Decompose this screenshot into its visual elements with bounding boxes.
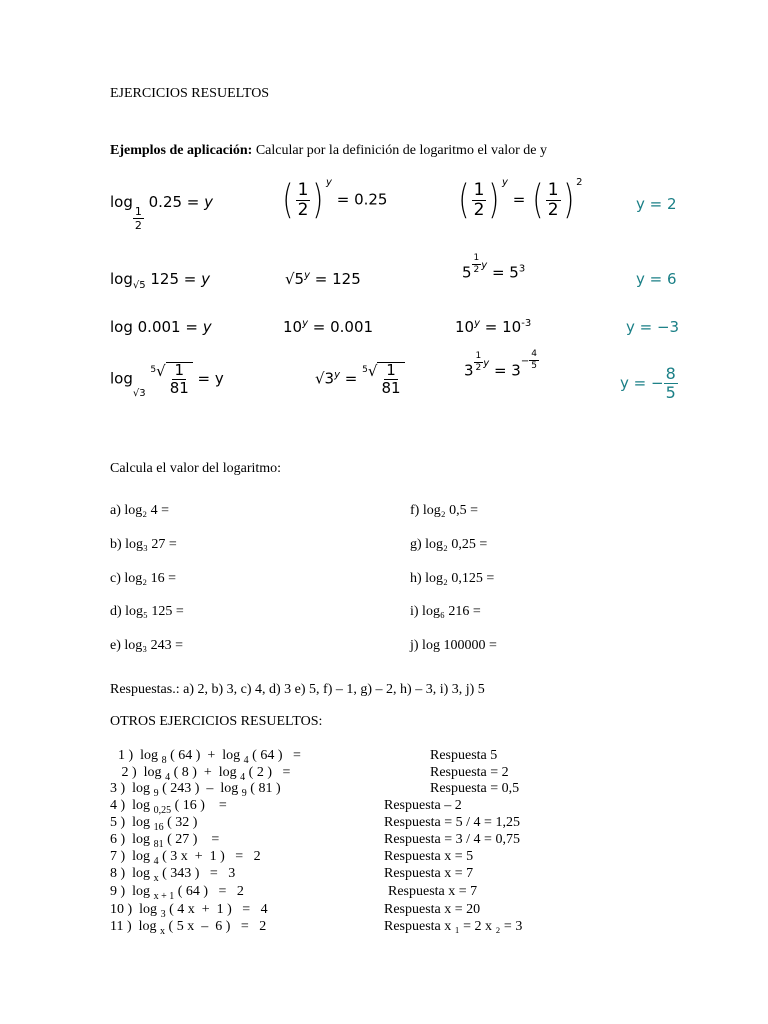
other-9-expr: 9 ) log $_{x + 1}$ ( 64 ) = 2 (110, 884, 244, 902)
exercise-f: f) log₂ 0,5 = (410, 503, 478, 518)
example-3-exp: $10^y = 0.001$ (283, 318, 374, 336)
other-3-expr: 3 ) log $_9$ ( 243 ) – log $_9$ ( 81 ) (110, 781, 281, 799)
exercise-i: i) log₆ 216 = (410, 604, 481, 619)
other-1-expr: 1 ) log $_8$ ( 64 ) + log $_4$ ( 64 ) = (118, 748, 301, 766)
other-8-expr: 8 ) log $_x$ ( 343 ) = 3 (110, 866, 236, 884)
example-3-eq: $10^y = 10^{-3}$ (455, 318, 532, 336)
example-4-eq: 3 $^{\frac{1}{2} y} = 3^{- \frac{4}{5}}$ (464, 349, 537, 380)
exercise-j: j) log 100000 = (410, 638, 497, 653)
exercise-g: g) log₂ 0,25 = (410, 537, 488, 552)
example-4-answer (620, 366, 678, 401)
exercise-b: b) log₃ 27 = (110, 537, 177, 552)
exercise-c: c) log₂ 16 = (110, 571, 177, 586)
examples-intro (110, 143, 547, 159)
example-1-exp: ( $\frac{1}{2}$ ) $^y$ = 0.25 (282, 176, 388, 223)
example-2-log: $\log_{√5} 125 = y$ (110, 270, 211, 291)
example-4-answer-num: 8 (665, 364, 676, 383)
example-4-answer-prefix: y = − (620, 374, 664, 392)
other-4-answer: Respuesta – 2 (384, 798, 462, 813)
answers-line: Respuestas.: a) 2, b) 3, c) 4, d) 3 e) 5, f) – 1, g) – 2, h) – 3, i) 3, j) 5 (110, 682, 485, 697)
other-5-expr: 5 ) log $_{16}$ ( 32 ) (110, 815, 198, 833)
other-8-answer: Respuesta x = 7 (384, 866, 474, 881)
other-1-answer: Respuesta 5 (430, 748, 498, 763)
page-title: EJERCICIOS RESUELTOS (110, 86, 270, 101)
other-3-answer: Respuesta = 0,5 (430, 781, 520, 796)
other-2-answer: Respuesta = 2 (430, 765, 509, 780)
other-4-expr: 4 ) log $_{0,25}$ ( 16 ) = (110, 798, 227, 816)
example-2-answer: y = 6 (636, 270, 677, 288)
other-7-expr: 7 ) log $_4$ ( 3 x + 1 ) = 2 (110, 849, 261, 867)
exercise-h: h) log₂ 0,125 = (410, 571, 495, 586)
example-1-answer: y = 2 (636, 195, 677, 213)
exercise-a: a) log₂ 4 = (110, 503, 170, 518)
other-2-expr: 2 ) log $_4$ ( 8 ) + log $_4$ ( 2 ) = (118, 765, 291, 783)
other-10-expr: 10 ) log $_3$ ( 4 x + 1 ) = 4 (110, 902, 268, 920)
example-3-answer: y = −3 (626, 318, 680, 336)
exercise-d: d) log₅ 125 = (110, 604, 184, 619)
other-7-answer: Respuesta x = 5 (384, 849, 474, 864)
example-2-exp: $√5^y = 125$ (285, 270, 361, 288)
example-4-answer-den: 5 (665, 383, 676, 402)
other-6-expr: 6 ) log $_{81}$ ( 27 ) = (110, 832, 220, 850)
other-10-answer: Respuesta x = 20 (384, 902, 481, 917)
exercise-e: e) log₃ 243 = (110, 638, 184, 653)
example-2-eq: 5 $^{\frac{1}{2} y} = 5^3$ (462, 253, 526, 282)
others-heading: OTROS EJERCICIOS RESUELTOS: (110, 714, 323, 729)
examples-intro-bold: Ejemplos de aplicación: (110, 143, 253, 158)
example-1-eq: ( $\frac{1}{2}$ ) $^y$ = ( $\frac{1}{2}$ ) $^2$ (458, 176, 583, 223)
other-6-answer: Respuesta = 3 / 4 = 0,75 (384, 832, 520, 847)
other-9-answer: Respuesta x = 7 (388, 884, 478, 899)
other-5-answer: Respuesta = 5 / 4 = 1,25 (384, 815, 520, 830)
other-11-expr: 11 ) log $_x$ ( 5 x – 6 ) = 2 (110, 919, 267, 937)
example-3-log: log 0.001 = y (110, 318, 212, 336)
example-4-log: $\log_{√3} ^5$ √ $\frac{1}{81}$ = y (110, 361, 224, 399)
example-1-log: log $_{\frac{1}{2}}$ 0.25 = y (110, 193, 214, 232)
calc-heading: Calcula el valor del logaritmo: (110, 461, 282, 476)
example-4-exp: $√3^y = ^5$ √ $\frac{1}{81}$ (315, 362, 405, 396)
examples-intro-text: Calcular por la definición de logaritmo el valor de y (255, 143, 548, 158)
other-11-answer: Respuesta x ₁ = 2 x ₂ = 3 (384, 919, 523, 934)
